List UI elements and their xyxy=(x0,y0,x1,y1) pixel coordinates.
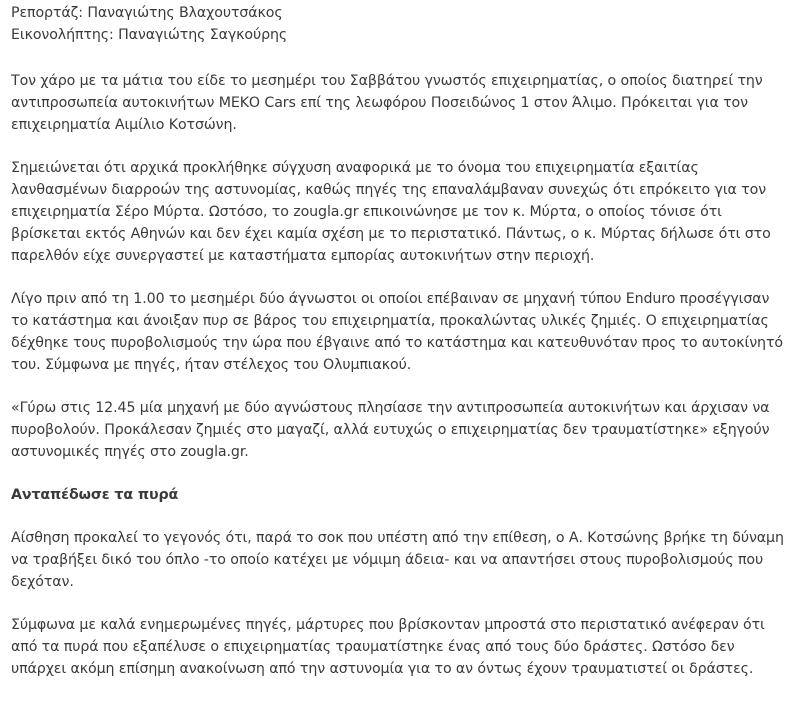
section-heading: Ανταπέδωσε τα πυρά xyxy=(11,487,179,503)
reporter-credit: Ρεπορτάζ: Παναγιώτης Βλαχουτσάκος xyxy=(11,5,283,21)
paragraph-name-confusion: Σημειώνεται ότι αρχικά προκλήθηκε σύγχυση αναφορικά με το όνομα του επιχειρηματία εξαιτίας λανθασμένων διαρροών της αστυνομίας, καθώς πηγές της επαναλάμβαναν συνεχώς ότι επρόκειτο για τον επιχειρηματία Σέρο Μύρτα. Ωστόσο, το zougla.gr επικοινώνησε με τον κ. Μύρτα, ο οποίος τόνισε ότι βρίσκεται εκτός Αθηνών και δεν έχει καμία σχέση με το περιστατικό. Πάντως, ο κ. Μύρτας δήλωσε ότι στο παρελθόν είχε συνεργαστεί με καταστήματα εμπορίας αυτοκινήτων στην περιοχή. xyxy=(11,160,771,264)
paragraph-police-quote: «Γύρω στις 12.45 μία μηχανή με δύο αγνώστους πλησίασε την αντιπροσωπεία αυτοκινήτων και άρχισαν να πυροβολούν. Προκάλεσαν ζημιές στο μαγαζί, αλλά ευτυχώς ο επιχειρηματίας δεν τραυματίστηκε» εξηγούν αστυνομικές πηγές στο zougla.gr. xyxy=(11,400,770,460)
paragraph-witnesses: Σύμφωνα με καλά ενημερωμένες πηγές, μάρτυρες που βρίσκονταν μπροστά στο περιστατικό ανέφεραν ότι από τα πυρά που εξαπέλυσε ο επιχειρηματίας τραυματίστηκε ένας από τους δύο δράστες. Ωστόσο δεν υπάρχει ακόμη επίσημη ανακοίνωση από την αστυνομία για το αν όντως έχουν τραυματιστεί οι δράστες. xyxy=(11,617,765,677)
photographer-credit: Εικονολήπτης: Παναγιώτης Σαγκούρης xyxy=(11,27,288,43)
paragraph-intro: Τον χάρο με τα μάτια του είδε το μεσημέρι του Σαββάτου γνωστός επιχειρηματίας, ο οποίος διατηρεί την αντιπροσωπεία αυτοκινήτων ΜΕΚΟ Cars επί της λεωφόρου Ποσειδώνος 1 στον Άλιμο. Πρόκειται για τον επιχειρηματία Αιμίλιο Κοτσώνη. xyxy=(11,73,763,133)
paragraph-returned-fire: Αίσθηση προκαλεί το γεγονός ότι, παρά το σοκ που υπέστη από την επίθεση, ο Α. Κοτσώνης βρήκε τη δύναμη να τραβήξει δικό του όπλο -το οποίο κατέχει με νόμιμη άδεια- και να απαντήσει στους πυροβολισμούς που δεχόταν. xyxy=(11,530,784,590)
paragraph-attack: Λίγο πριν από τη 1.00 το μεσημέρι δύο άγνωστοι οι οποίοι επέβαιναν σε μηχανή τύπου Enduro προσέγγισαν το κατάστημα και άνοιξαν πυρ σε βάρος του επιχειρηματία, προκαλώντας υλικές ζημιές. Ο επιχειρηματίας δέχθηκε τους πυροβολισμούς την ώρα που έβγαινε από το κατάστημα και κατευθυνόταν προς το αυτοκίνητό του. Σύμφωνα με πηγές, ήταν στέλεχος του Ολυμπιακού. xyxy=(11,291,783,373)
article-body xyxy=(11,2,789,701)
article-credits xyxy=(11,2,789,46)
